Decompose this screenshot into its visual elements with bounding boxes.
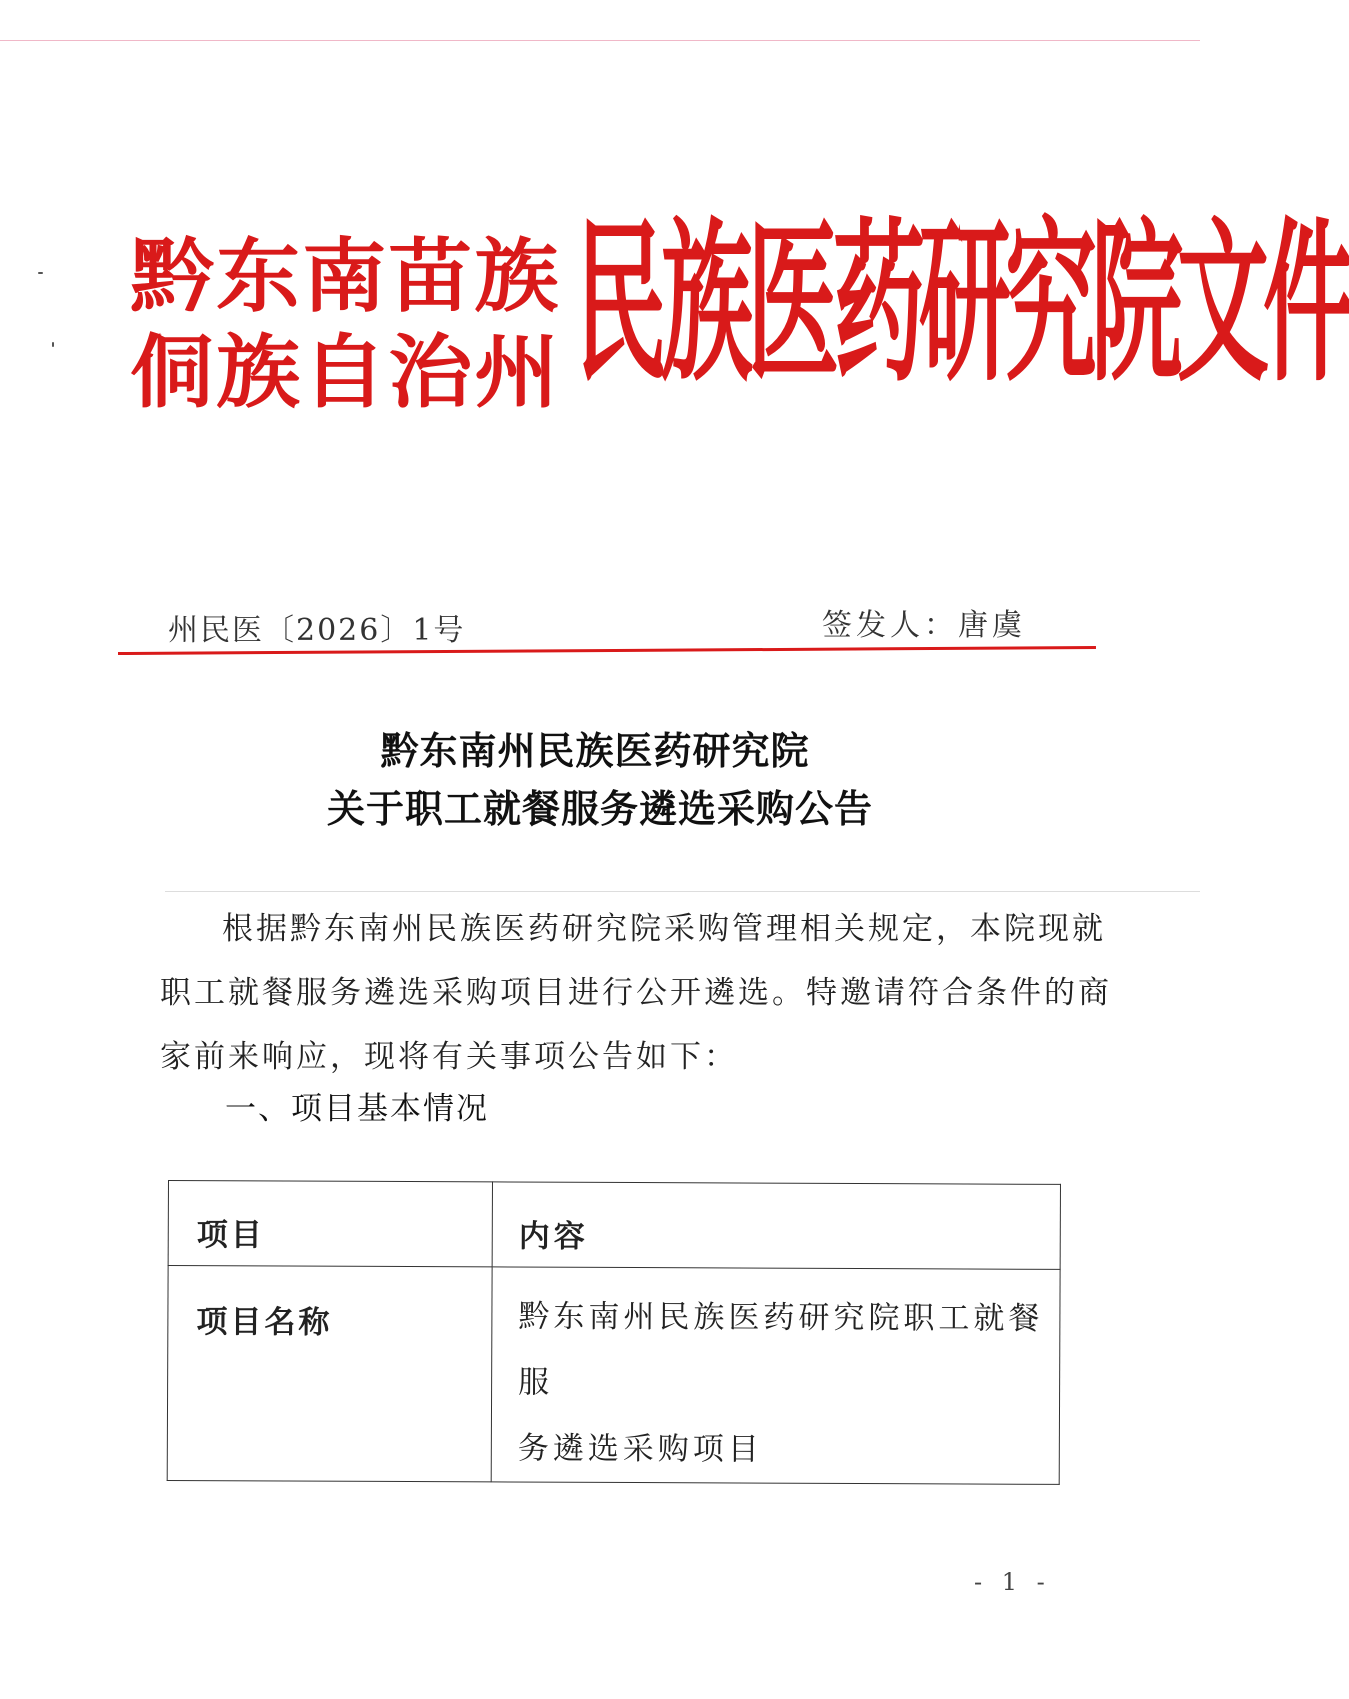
header-org-line-1: 黔东南苗族 [130,230,561,323]
signer: 签发人：唐虞 [822,608,1026,643]
notice-title-line-1: 黔东南州民族医药研究院 [380,728,810,773]
header-org-suffix: 民族医药研究院文件 [575,202,1349,406]
page-number: - 1 - [974,1568,1051,1596]
project-info-table [167,1180,1061,1485]
header-org-line-2: 侗族自治州 [130,326,561,419]
section-heading: 一、项目基本情况 [225,1091,489,1127]
intro-paragraph [160,897,1112,1089]
paragraph-line: 家前来响应，现将有关事项公告如下： [160,1039,738,1075]
table-header-row [168,1181,1060,1270]
page-top-rule [0,40,1200,41]
table-row-key: 项目名称 [167,1266,492,1482]
paragraph-line: 根据黔东南州民族医药研究院采购管理相关规定，本院现就 [222,911,1106,947]
paragraph-line: 职工就餐服务遴选采购项目进行公开遴选。特邀请符合条件的商 [160,975,1112,1011]
table-header-item: 项目 [168,1181,492,1267]
notice-title-line-2: 关于职工就餐服务遴选采购公告 [326,786,873,831]
document-number: 州民医〔2026〕1号 [168,613,466,648]
faint-divider [165,891,1200,892]
scan-speck [52,342,54,347]
header-org-stack [130,229,580,421]
table-header-content: 内容 [492,1182,1060,1269]
table-row-value-line: 务遴选采购项目 [517,1430,763,1468]
scan-speck [38,272,43,274]
document-header [130,202,1349,425]
table-row [167,1266,1060,1485]
table-row-value [491,1267,1060,1484]
table-row-value-line: 黔东南州民族医药研究院职工就餐服 [518,1298,1044,1401]
